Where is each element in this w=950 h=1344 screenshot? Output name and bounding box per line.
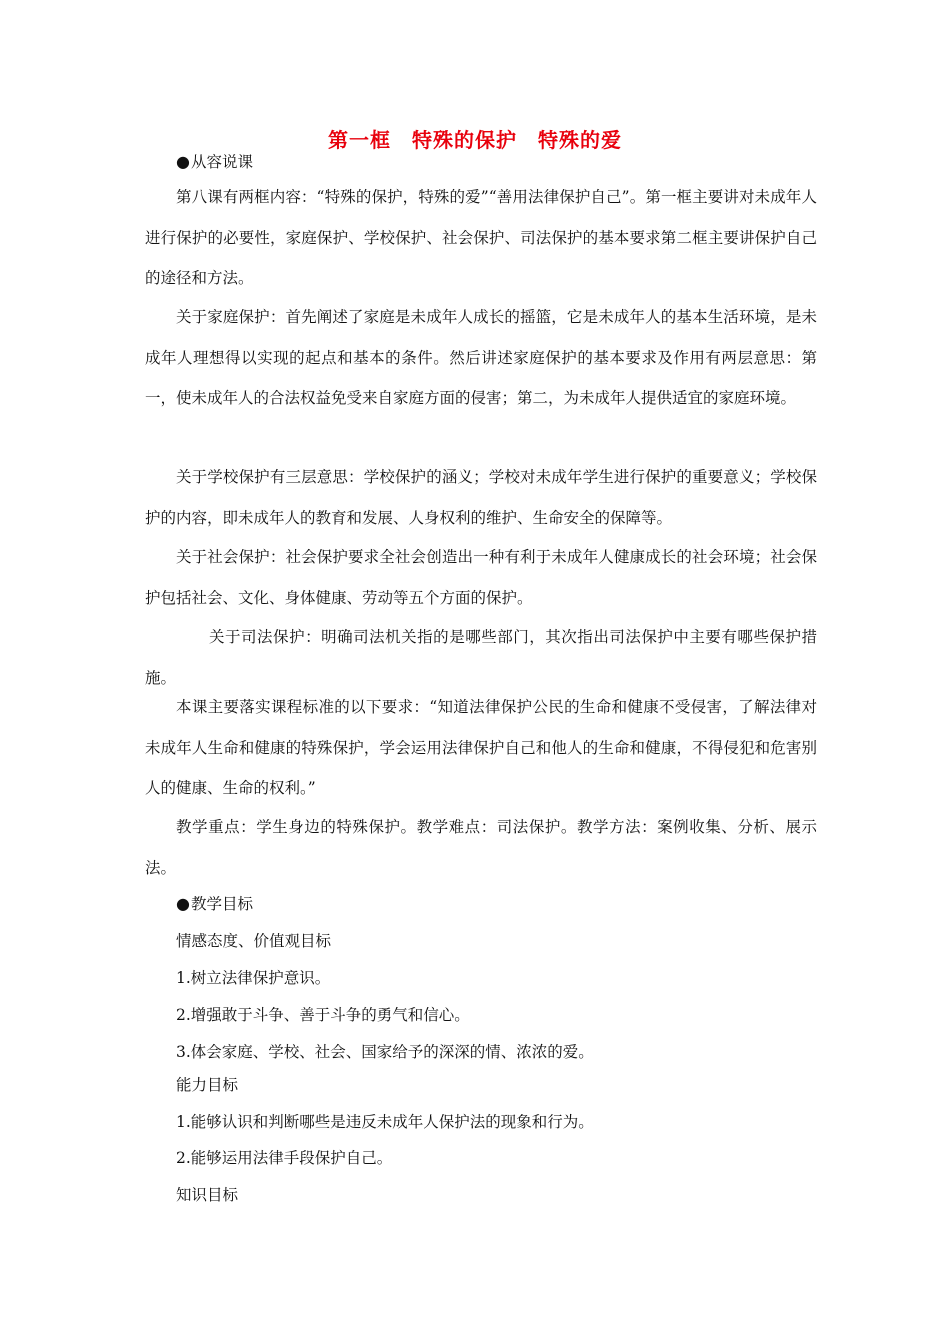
paragraph-curriculum-requirement: 本课主要落实课程标准的以下要求：“知道法律保护公民的生命和健康不受侵害，了解法律对未成年人生命和健康的特殊保护，学会运用法律保护自己和他人的生命和健康，不得侵犯和危害别人的健康、生命的权利。” (145, 698, 817, 797)
goal-heading-knowledge: 知识目标 (176, 1186, 239, 1204)
goal-item: 1.树立法律保护意识。 (176, 969, 331, 987)
paragraph-family-protection: 关于家庭保护：首先阐述了家庭是未成年人成长的摇篮，它是未成年人的基本生活环境，是未成年人理想得以实现的起点和基本的条件。然后讲述家庭保护的基本要求及作用有两层意思：第一，使未成年人的合法权益免受来自家庭方面的侵害；第二，为未成年人提供适宜的家庭环境。 (145, 308, 817, 407)
paragraph-judicial-protection: 关于司法保护：明确司法机关指的是哪些部门，其次指出司法保护中主要有哪些保护措施。 (145, 628, 817, 687)
paragraph-overview: 第八课有两框内容：“特殊的保护，特殊的爱”“善用法律保护自己”。第一框主要讲对未成年人进行保护的必要性，家庭保护、学校保护、社会保护、司法保护的基本要求第二框主要讲保护自己的途径和方法。 (145, 188, 817, 287)
paragraph-school-protection: 关于学校保护有三层意思：学校保护的涵义；学校对未成年学生进行保护的重要意义；学校保护的内容，即未成年人的教育和发展、人身权利的维护、生命安全的保障等。 (145, 468, 817, 527)
goal-item: 1.能够认识和判断哪些是违反未成年人保护法的现象和行为。 (176, 1113, 594, 1131)
paragraph-teaching-focus: 教学重点：学生身边的特殊保护。教学难点：司法保护。教学方法：案例收集、分析、展示法。 (145, 818, 817, 877)
section-heading-intro (176, 150, 253, 172)
goal-heading-emotion: 情感态度、价值观目标 (176, 932, 332, 950)
section-heading-goals (176, 892, 253, 914)
section-heading-text: 教学目标 (190, 895, 253, 913)
goal-item: 2.增强敢于斗争、善于斗争的勇气和信心。 (176, 1006, 470, 1024)
goal-item: 2.能够运用法律手段保护自己。 (176, 1149, 393, 1167)
goal-heading-ability: 能力目标 (176, 1076, 239, 1094)
bullet-icon: ● (176, 894, 190, 913)
goal-item: 3.体会家庭、学校、社会、国家给予的深深的情、浓浓的爱。 (176, 1043, 594, 1061)
page-title: 第一框 特殊的保护 特殊的爱 (328, 128, 622, 152)
section-heading-text: 从容说课 (190, 153, 253, 171)
paragraph-social-protection: 关于社会保护：社会保护要求全社会创造出一种有利于未成年人健康成长的社会环境；社会保护包括社会、文化、身体健康、劳动等五个方面的保护。 (145, 548, 817, 607)
bullet-icon: ● (176, 152, 190, 171)
